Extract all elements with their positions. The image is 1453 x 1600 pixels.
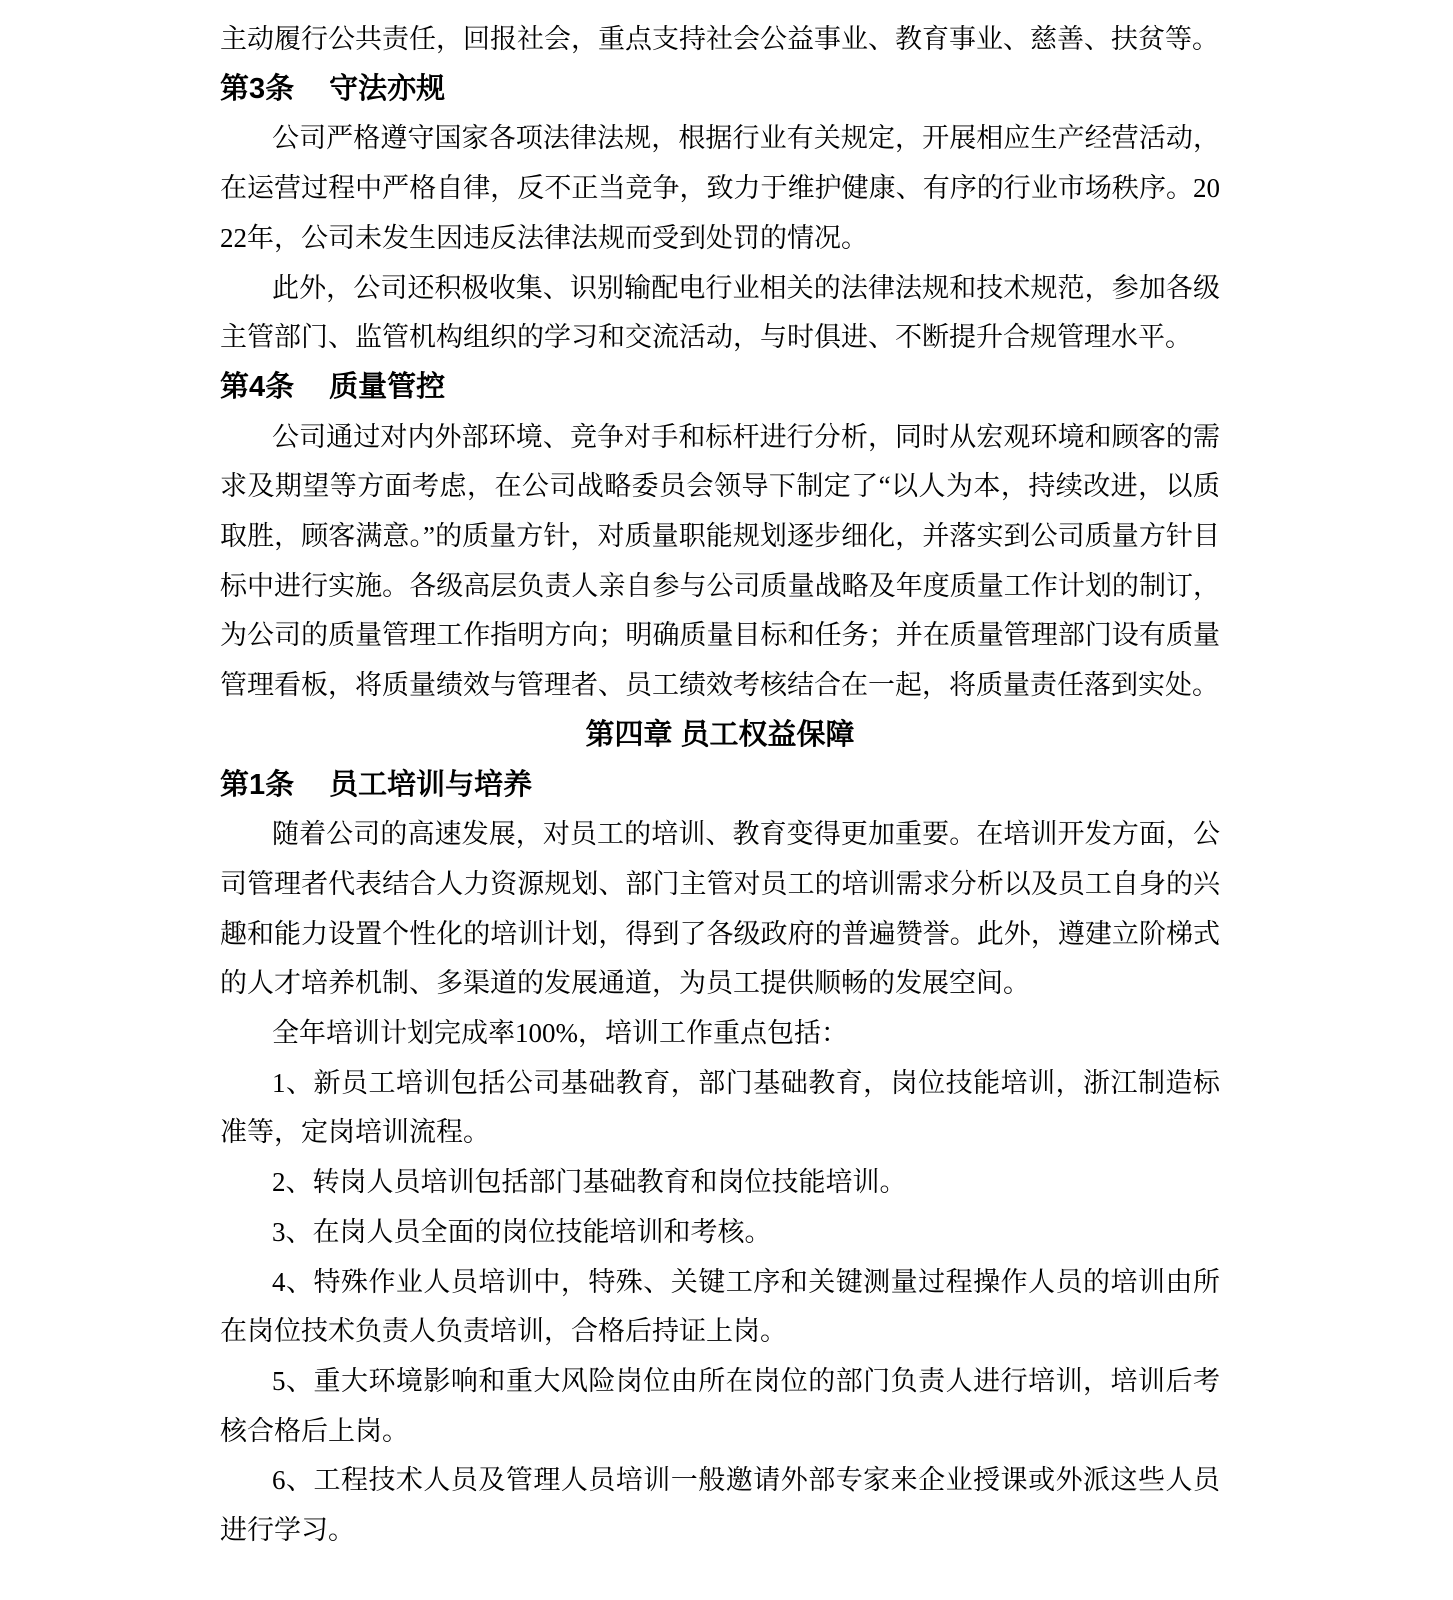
list-item-paragraph: 2、转岗人员培训包括部门基础教育和岗位技能培训。 <box>272 1167 907 1198</box>
article-number: 第3条 <box>220 72 295 105</box>
list-item-paragraph: 6、工程技术人员及管理人员培训一般邀请外部专家来企业授课或外派这些人员进行学习。 <box>220 1465 1220 1546</box>
chapter-heading: 第四章 员工权益保障 <box>585 718 855 751</box>
article-heading <box>220 363 1220 413</box>
article-number: 第1条 <box>220 768 295 801</box>
paragraph: 公司通过对内外部环境、竞争对手和标杆进行分析，同时从宏观环境和顾客的需求及期望等方面考虑，在公司战略委员会领导下制定了“以人为本，持续改进，以质取胜，顾客满意。”的质量方针，对质量职能规划逐步细化，并落实到公司质量方针目标中进行实施。各级高层负责人亲自参与公司质量战略及年度质量工作计划的制订，为公司的质量管理工作指明方向；明确质量目标和任务；并在质量管理部门设有质量管理看板，将质量绩效与管理者、员工绩效考核结合在一起，将质量责任落到实处。 <box>220 421 1220 701</box>
article-title: 员工培训与培养 <box>329 768 533 801</box>
article-heading <box>220 761 1220 811</box>
article-heading <box>220 65 1220 115</box>
paragraph: 主动履行公共责任，回报社会，重点支持社会公益事业、教育事业、慈善、扶贫等。 <box>220 24 1219 54</box>
list-item-paragraph: 3、在岗人员全面的岗位技能培训和考核。 <box>272 1216 772 1247</box>
article-title: 守法亦规 <box>329 72 446 105</box>
paragraph: 公司严格遵守国家各项法律法规，根据行业有关规定，开展相应生产经营活动，在运营过程中严格自律，反不正当竞争，致力于维护健康、有序的行业市场秩序。2022年，公司未发生因违反法律法规而受到处罚的情况。 <box>220 123 1220 253</box>
list-item-paragraph: 4、特殊作业人员培训中，特殊、关键工序和关键测量过程操作人员的培训由所在岗位技术负责人负责培训，合格后持证上岗。 <box>220 1266 1220 1347</box>
article-title: 质量管控 <box>329 370 446 403</box>
paragraph: 全年培训计划完成率100%，培训工作重点包括： <box>272 1018 848 1049</box>
article-number: 第4条 <box>220 370 295 403</box>
list-item-paragraph: 1、新员工培训包括公司基础教育，部门基础教育，岗位技能培训，浙江制造标准等，定岗培训流程。 <box>220 1067 1220 1148</box>
paragraph: 随着公司的高速发展，对员工的培训、教育变得更加重要。在培训开发方面，公司管理者代表结合人力资源规划、部门主管对员工的培训需求分析以及员工自身的兴趣和能力设置个性化的培训计划，得到了各级政府的普遍赞誉。此外，遵建立阶梯式的人才培养机制、多渠道的发展通道，为员工提供顺畅的发展空间。 <box>220 819 1220 999</box>
paragraph: 此外，公司还积极收集、识别输配电行业相关的法律法规和技术规范，参加各级主管部门、监管机构组织的学习和交流活动，与时俱进、不断提升合规管理水平。 <box>220 272 1220 353</box>
list-item-paragraph: 5、重大环境影响和重大风险岗位由所在岗位的部门负责人进行培训，培训后考核合格后上岗。 <box>220 1365 1220 1446</box>
